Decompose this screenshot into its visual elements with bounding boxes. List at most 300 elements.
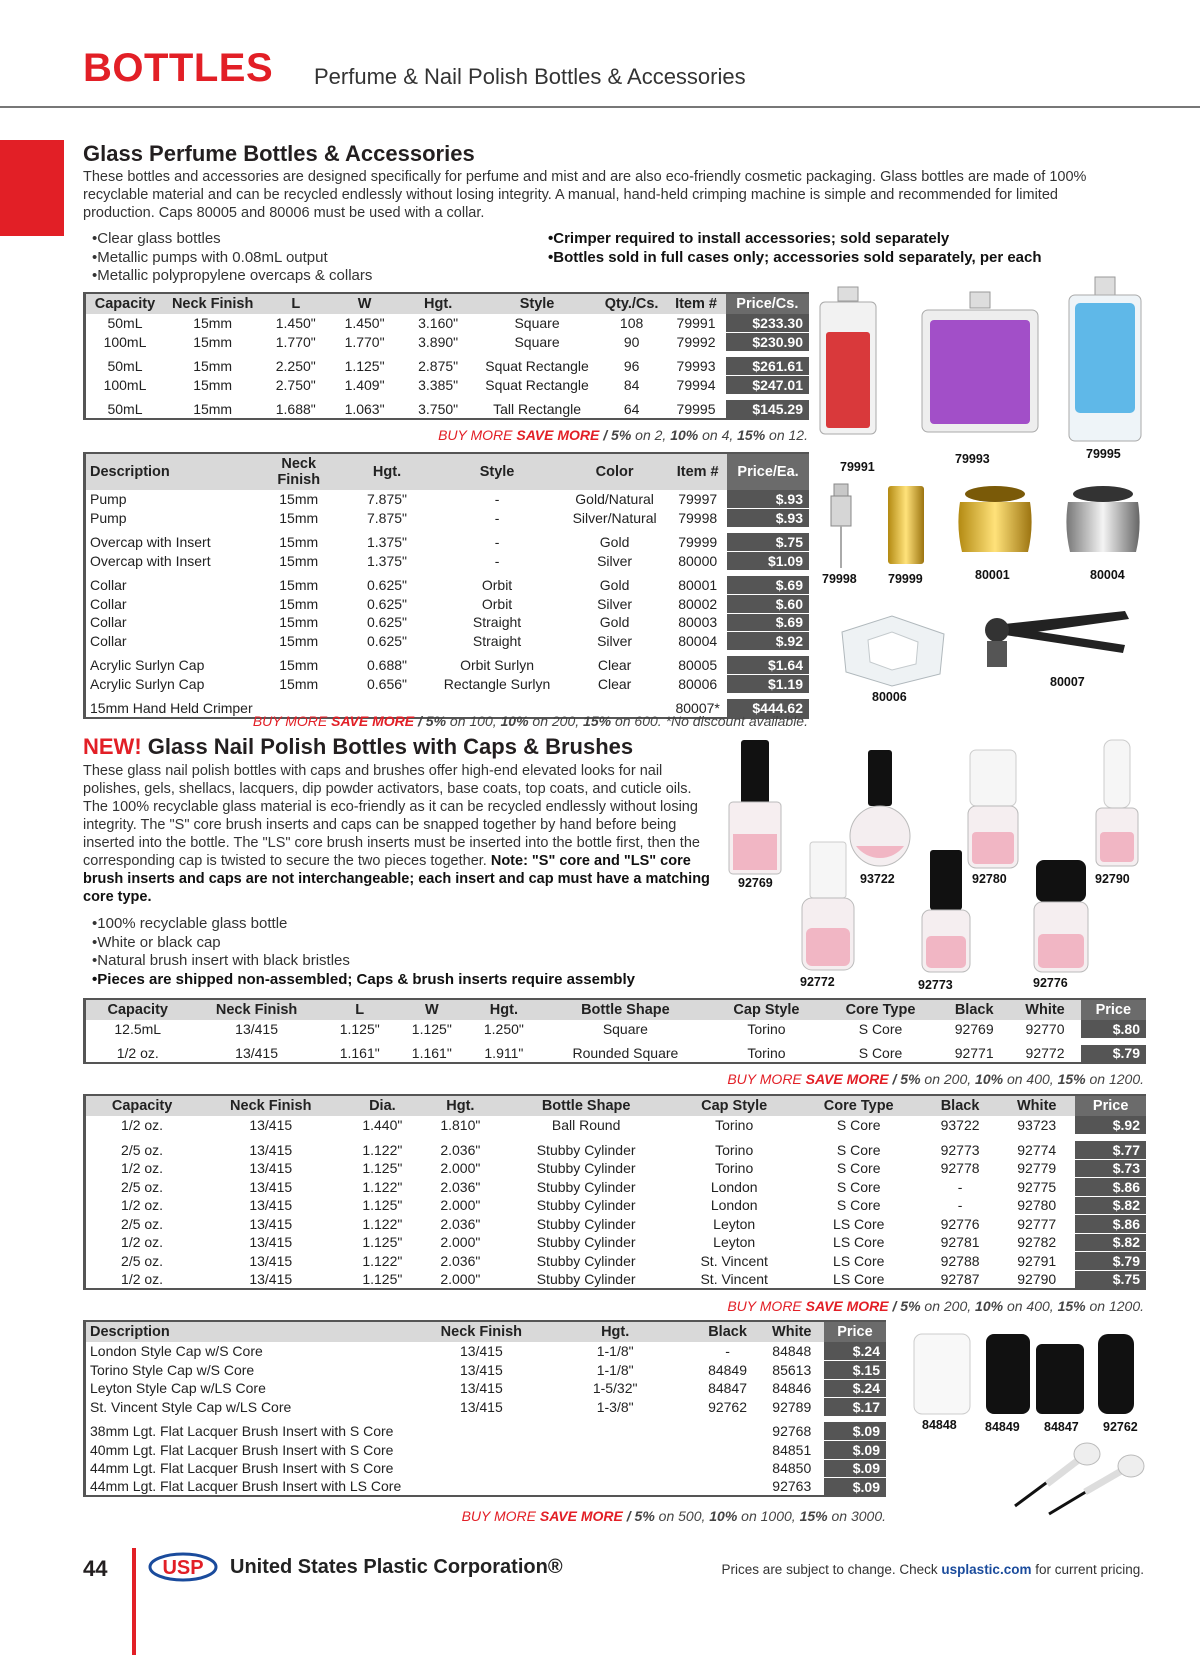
note-text: for current pricing. [1031,1562,1144,1577]
photo-label: 84848 [922,1418,957,1432]
column-header: Hgt. [468,999,540,1020]
table-row [85,1159,1147,1178]
company-name: United States Plastic Corporation® [230,1556,563,1578]
column-header: Hgt. [421,1095,499,1116]
table-cell: 13/415 [249,1178,293,1195]
table-cell: - [494,552,500,569]
table-cell: 13/415 [459,1380,503,1397]
price-cell: $261.61 [726,357,809,376]
table-cell [535,1459,696,1478]
promo-text: on 1200. [1085,1298,1144,1314]
table-cell: Gold [599,534,630,551]
photo-label: 84847 [1044,1420,1079,1434]
table-cell [428,1422,535,1441]
price-cell: $233.30 [726,314,809,333]
column-header: W [330,293,399,314]
nail-caps-brushes-table [83,1320,886,1497]
promo-text: on 200, [920,1071,976,1087]
column-header: Neck Finish [164,293,261,314]
table-cell: Gold/Natural [575,491,654,508]
promo-text: 10% [670,427,699,443]
table-cell: 0.625" [366,595,407,612]
table-cell: 0.625" [366,632,407,649]
table-row [85,533,810,552]
table-cell: 1.911" [468,1045,540,1064]
table-cell: S Core [836,1117,881,1134]
table-cell: 13/415 [459,1398,503,1415]
table-cell: 92789 [772,1398,812,1415]
table-cell: 7.875" [366,509,407,526]
table-cell: London Style Cap w/S Core [90,1343,263,1360]
photo-label: 92769 [738,876,773,890]
photo-label: 79991 [840,460,875,474]
table-cell: 84849 [708,1361,748,1378]
table-cell: Torino [711,1045,822,1064]
bullet-item: • Metallic pumps with 0.08mL output [92,249,372,268]
table-cell: 15mm [279,595,319,612]
table-cell: 92779 [1017,1160,1057,1177]
table-cell: 1.770" [275,333,316,350]
promo-text: 15% [1057,1298,1086,1314]
photo-label: 79998 [822,572,857,586]
pricing-note [722,1562,1144,1577]
table-cell: 80004 [678,632,718,649]
promo-line [438,427,808,443]
column-header: Core Type [795,1095,921,1116]
table-cell: 50mL [85,400,164,419]
table-cell: 13/415 [459,1343,503,1360]
table-row [85,1361,887,1380]
table-cell: 40mm Lgt. Flat Lacquer Brush Insert with S Core [90,1441,394,1458]
table-cell: 38mm Lgt. Flat Lacquer Brush Insert with S Core [90,1423,394,1440]
table-cell: 92774 [1017,1141,1057,1158]
nail-bottle-92772-image [798,840,858,974]
photo-label: 80001 [975,568,1010,582]
table-cell: 13/415 [249,1160,293,1177]
promo-text: 10% [975,1071,1004,1087]
table-cell: 80000 [678,552,718,569]
perfume-bullets-left [92,230,372,286]
table-cell: 0.688" [366,657,407,674]
price-cell: $.75 [1075,1270,1146,1289]
promo-text: 15% [583,713,612,729]
promo-text: on 200, [920,1298,976,1314]
promo-text: BUY MORE [727,1298,806,1314]
price-cell: $.69 [727,576,809,595]
svg-text:USP: USP [162,1557,204,1579]
table-cell: 79991 [676,315,716,332]
table-cell: Torino [747,1021,786,1038]
promo-text: on 2, [631,427,671,443]
table-cell: Silver [597,595,633,612]
red-tab-marker [0,140,64,236]
price-cell: $145.29 [726,400,809,419]
table-cell: S Core [836,1178,881,1195]
table-cell [695,1459,759,1478]
column-header: Price [1075,1095,1146,1116]
table-cell: 92782 [1017,1234,1057,1251]
table-cell: 13/415 [190,1045,324,1064]
table-cell: S Core [836,1197,881,1214]
nail-bullets [92,915,635,989]
table-cell: Square [514,333,560,350]
table-cell: Clear [597,657,632,674]
column-header: Qty./Cs. [597,293,667,314]
table-cell: 13/415 [249,1117,293,1134]
table-cell: 92769 [954,1021,994,1038]
bullet-item: • Crimper required to install accessories; sold separately [548,230,1042,249]
table-cell: Torino [715,1160,754,1177]
promo-text: 15% [1057,1071,1086,1087]
column-header: Cap Style [673,1095,796,1116]
table-cell: Collar [90,595,127,612]
cap-80006-image [832,612,952,690]
table-cell: 7.875" [366,491,407,508]
table-cell: Stubby Cylinder [536,1234,636,1251]
table-row [85,1116,1147,1135]
table-cell: 84846 [772,1380,812,1397]
price-cell: $1.09 [727,552,809,571]
promo-text: SAVE MORE [805,1071,889,1087]
bullet-item: • Natural brush insert with black bristles [92,952,635,971]
table-cell: Silver/Natural [572,509,657,526]
table-cell: Torino Style Cap w/S Core [90,1361,255,1378]
table-cell: 1-1/8" [596,1361,634,1378]
table-cell: 92777 [1017,1215,1057,1232]
table-cell: 15mm [279,675,319,692]
table-cell: Stubby Cylinder [536,1252,636,1269]
promo-text: / 5% [888,1071,921,1087]
table-cell: 1.125" [339,1021,380,1038]
table-cell: Torino [715,1117,754,1134]
table-cell: Silver [597,552,633,569]
table-cell: Orbit [481,595,513,612]
table-cell: 15mm [279,491,319,508]
price-cell: $.17 [824,1398,886,1417]
perfume-bullets-right [548,230,1042,267]
table-cell: 1.161" [324,1045,396,1064]
table-cell: Straight [472,632,522,649]
nail-intro [83,762,713,906]
table-cell: 1.770" [344,333,385,350]
table-cell: - [725,1343,730,1360]
table-cell: 15mm [193,358,233,375]
table-cell: 1.450" [275,315,316,332]
photo-label: 92772 [800,975,835,989]
table-cell: 80002 [678,595,718,612]
table-cell: 1.125" [362,1160,403,1177]
column-header: Black [922,1095,998,1116]
price-cell: $.93 [727,509,809,528]
table-cell: - [494,534,500,551]
table-cell: 79997 [678,491,718,508]
table-cell: 1.122" [362,1141,403,1158]
price-cell: $.24 [824,1379,886,1398]
table-cell: Stubby Cylinder [499,1270,673,1289]
price-cell: $.86 [1075,1178,1146,1197]
column-header: Hgt. [399,293,477,314]
table-cell: 1.440" [362,1117,403,1134]
table-row [85,1196,1147,1215]
table-row [85,314,810,333]
table-cell: 1.125" [343,1270,421,1289]
section-subtitle: Perfume & Nail Polish Bottles & Accessories [314,64,746,89]
price-cell: $1.19 [727,675,809,694]
bullet-item: • Bottles sold in full cases only; accessories sold separately, per each [548,249,1042,268]
note-text: Prices are subject to change. Check [721,1562,942,1577]
table-cell: 44mm Lgt. Flat Lacquer Brush Insert with S Core [90,1460,394,1477]
table-cell: 12.5mL [114,1021,162,1038]
table-cell: 3.750" [399,400,477,419]
table-cell: 1/2 oz. [121,1117,164,1134]
table-cell [535,1422,696,1441]
table-cell: Leyton [713,1215,756,1232]
column-header: White [998,1095,1075,1116]
table-cell: Rectangle Surlyn [443,675,551,692]
column-header: Black [939,999,1009,1020]
photo-label: 93722 [860,872,895,886]
table-cell: Ball Round [551,1117,621,1134]
table-cell: Silver [597,632,633,649]
table-cell: 15mm [279,614,319,631]
table-cell: 2/5 oz. [121,1178,164,1195]
nail-intro-text: These glass nail polish bottles with caps and brushes offer high-end elevated looks for nail polishes, gels, shellacs, lacquers, dip powder activators, base coats, top coats, and cuticle oils. The 100% recyclable glass material is eco-friendly as it can be recycled endlessly without losing integrity. The "S" core brush inserts and caps can be snapped together by hand before being inserted into the bottle. The "LS" core brush inserts must be inserted into the bottle first, then the corresponding cap is twisted to secure the two pieces together. [83,763,700,869]
promo-line [253,713,808,729]
table-cell: 84851 [772,1441,812,1458]
page-header [0,0,1200,108]
bullet-item: • Pieces are shipped non-assembled; Caps & brush inserts require assembly [92,971,635,990]
collar-80001-image [952,482,1038,564]
promo-line [727,1071,1144,1087]
table-cell: Torino [715,1141,754,1158]
caps-image [908,1330,1148,1420]
column-header: Price/Cs. [726,293,809,314]
table-cell: LS Core [833,1252,885,1269]
column-header: Neck Finish [198,1095,343,1116]
table-cell: 80006 [678,675,718,692]
price-cell: $.24 [824,1342,886,1361]
table-cell [428,1441,535,1460]
table-cell: Acrylic Surlyn Cap [90,657,205,674]
bullet-item: • Metallic polypropylene overcaps & collars [92,267,372,286]
table-cell: 79994 [676,376,716,393]
price-cell: $.92 [1075,1116,1146,1135]
promo-text: 15% [799,1508,828,1524]
column-header: Item # [668,453,727,490]
table-cell: 80005 [678,657,718,674]
table-cell [535,1441,696,1460]
table-cell: LS Core [833,1215,885,1232]
photo-label: 92780 [972,872,1007,886]
table-row [85,595,810,614]
collar-80004-image [1060,482,1146,564]
table-cell: Pump [90,509,127,526]
column-header: Hgt. [535,1321,696,1342]
table-cell: 100mL [103,376,147,393]
table-cell: Orbit Surlyn [460,657,534,674]
table-cell: - [494,509,500,526]
table-cell: St. Vincent Style Cap w/LS Core [90,1398,292,1415]
table-cell: 80003 [678,614,718,631]
website-link[interactable]: usplastic.com [941,1562,1032,1577]
table-cell: 92772 [1009,1045,1080,1064]
promo-text: BUY MORE [461,1508,540,1524]
overcap-79999-image [884,482,928,570]
column-header: Capacity [85,999,190,1020]
table-cell: LS Core [795,1270,921,1289]
column-header: Neck Finish [257,453,341,490]
table-cell: Stubby Cylinder [536,1178,636,1195]
price-cell: $.79 [1081,1045,1146,1064]
bottle-79995-image [1065,275,1145,445]
price-cell: $.09 [824,1441,886,1460]
table-cell: 96 [623,358,640,375]
table-cell: 1-3/8" [596,1398,634,1415]
price-cell: $.93 [727,490,809,509]
table-cell: 1/2 oz. [85,1270,199,1289]
table-row [85,400,810,419]
column-header: Bottle Shape [499,1095,673,1116]
nail-title: Glass Nail Polish Bottles with Caps & Brushes [141,734,634,759]
crimper-80007-image [975,605,1145,675]
table-cell: 1.450" [344,315,385,332]
price-cell: $.77 [1075,1141,1146,1160]
table-cell: Leyton Style Cap w/LS Core [90,1380,266,1397]
table-cell: 84850 [772,1460,812,1477]
table-cell: Collar [90,632,127,649]
price-cell: $.15 [824,1361,886,1380]
column-header: Style [477,293,597,314]
table-cell: 13/415 [249,1215,293,1232]
nail-bottle-92769-image [725,738,785,878]
table-cell: 1.122" [362,1215,403,1232]
table-cell: Square [602,1021,648,1038]
promo-line [727,1298,1144,1314]
table-cell: 15mm [279,509,319,526]
table-cell: 2.000" [440,1234,481,1251]
bottle-79991-image [818,282,878,437]
table-cell: 13/415 [235,1021,278,1038]
price-cell: $.09 [824,1422,886,1441]
table-cell: 100mL [103,333,147,350]
table-cell [695,1478,759,1497]
table-cell: 92775 [1017,1178,1057,1195]
table-cell [428,1478,535,1497]
table-cell: Overcap with Insert [90,552,211,569]
table-cell: 1/2 oz. [85,1045,190,1064]
price-cell: $.82 [1075,1233,1146,1252]
table-cell: LS Core [833,1234,885,1251]
table-row [85,1459,887,1478]
table-row [85,1398,887,1417]
table-cell: 79999 [678,534,718,551]
table-cell: 1/2 oz. [121,1197,164,1214]
promo-text: / 5% [888,1298,921,1314]
perfume-bottles-table [83,292,809,420]
table-cell: 15mm [193,333,233,350]
table-cell: 1.375" [366,534,407,551]
column-header: Dia. [343,1095,421,1116]
nail-bottles-table-1 [83,998,1146,1064]
table-cell: 2.250" [275,358,316,375]
table-cell: 15mm [279,577,319,594]
table-cell: 3.890" [418,333,459,350]
table-row [85,1141,1147,1160]
table-row [85,1233,1147,1252]
table-cell: 85613 [772,1361,812,1378]
table-cell [428,1459,535,1478]
table-cell: - [957,1197,963,1214]
table-cell: Overcap with Insert [90,534,211,551]
page-number: 44 [83,1556,108,1581]
photo-label: 79999 [888,572,923,586]
column-header: White [760,1321,824,1342]
column-header: Capacity [85,293,164,314]
bullet-item: • 100% recyclable glass bottle [92,915,635,934]
promo-text: SAVE MORE [805,1298,889,1314]
price-cell: $.60 [727,595,809,614]
table-cell: 1.063" [330,400,399,419]
price-cell: $.75 [727,533,809,552]
price-cell: $.82 [1075,1196,1146,1215]
table-cell: 93723 [1017,1117,1057,1134]
table-cell: Leyton [713,1234,756,1251]
promo-text: on 500, [654,1508,710,1524]
table-cell: 13/415 [249,1252,293,1269]
table-cell: 2.036" [440,1215,481,1232]
price-cell: $.09 [824,1459,886,1478]
table-cell: 2.036" [440,1141,481,1158]
bottle-79993-image [920,290,1040,440]
table-cell: 93722 [940,1117,980,1134]
table-cell: 1-1/8" [596,1343,634,1360]
table-cell: 2.000" [440,1160,481,1177]
column-header: Color [561,453,668,490]
promo-text: SAVE MORE [539,1508,623,1524]
table-cell: 13/415 [198,1270,343,1289]
table-cell: 1.688" [261,400,330,419]
table-cell: 1/2 oz. [121,1234,164,1251]
promo-text: on 400, [1003,1071,1058,1087]
table-row [85,1178,1147,1197]
table-cell: 15mm [193,376,233,393]
column-header: Price [824,1321,886,1342]
column-header: W [396,999,468,1020]
table-cell [695,1441,759,1460]
price-cell: $230.90 [726,333,809,352]
table-cell: Collar [90,577,127,594]
table-cell: 79992 [676,333,716,350]
promo-text: / 5% [599,427,632,443]
column-header: L [324,999,396,1020]
table-cell: 1.125" [362,1197,403,1214]
table-cell: Stubby Cylinder [536,1141,636,1158]
company-logo [148,1552,218,1582]
nail-bottles-table-2 [83,1094,1146,1290]
table-cell: S Core [858,1021,903,1038]
table-cell: 0.625" [366,614,407,631]
table-cell: 0.625" [366,577,407,594]
table-row [85,490,810,509]
table-cell: 84 [623,376,640,393]
photo-label: 80004 [1090,568,1125,582]
table-row [85,656,810,675]
price-cell: $.09 [824,1478,886,1497]
price-cell: $.86 [1075,1215,1146,1234]
table-cell: Squat Rectangle [485,358,589,375]
price-cell: $1.64 [727,656,809,675]
table-cell: 108 [619,315,644,332]
